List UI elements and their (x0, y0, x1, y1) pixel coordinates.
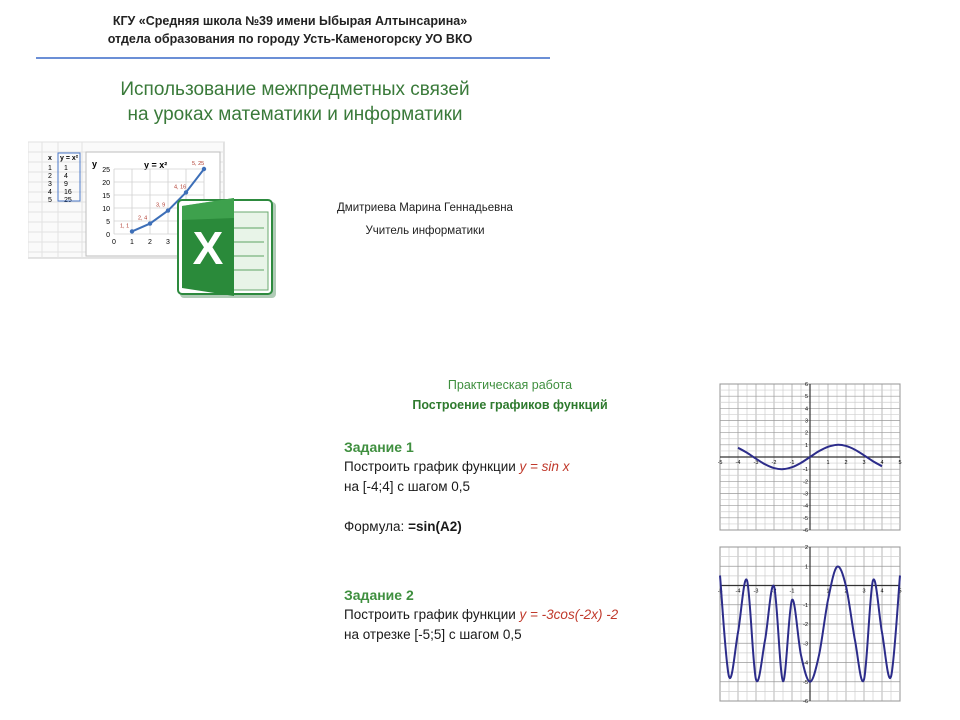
table-cell-x: 1 (48, 165, 52, 172)
excel-logo-icon (178, 198, 276, 298)
x-tick-label: -3 (753, 588, 759, 595)
mini-chart-ylabel: y (92, 159, 98, 169)
x-tick-label: 5 (898, 588, 902, 595)
x-tick-label: -5 (718, 588, 723, 595)
task-1-range: на [-4;4] с шагом 0,5 (344, 479, 471, 494)
task-1 (344, 437, 569, 537)
mini-x-tick: 2 (148, 239, 152, 246)
mini-point (148, 221, 152, 225)
mini-y-tick: 10 (102, 206, 110, 213)
school-line-2: отдела образования по городу Усть-Каменогорску УО ВКО (107, 32, 473, 46)
x-tick-label: -1 (789, 588, 795, 595)
y-tick-label: -3 (803, 641, 808, 648)
practical-title: Практическая работа (447, 378, 573, 392)
cos-graph (718, 545, 902, 703)
presentation-title (50, 77, 540, 127)
task-1-statement (344, 457, 569, 477)
x-tick-label: -3 (753, 460, 759, 466)
task-1-formula (344, 517, 569, 537)
task-2-text: Построить график функции (344, 607, 520, 622)
table-cell-x: 5 (48, 197, 52, 204)
x-tick-label: -1 (789, 460, 795, 466)
y-tick-label: 1 (804, 442, 808, 449)
mini-point (184, 190, 188, 194)
y-tick-label: 5 (804, 394, 808, 401)
title-line-1: Использование межпредметных связей (120, 79, 470, 100)
task-1-function: y = sin x (519, 459, 570, 474)
mini-point (130, 229, 134, 233)
svg-text:X: X (192, 222, 224, 274)
task-2-range: на отрезке [-5;5] с шагом 0,5 (344, 627, 522, 642)
y-tick-label: -6 (803, 528, 808, 532)
table-cell-x: 3 (48, 181, 52, 188)
mini-point (202, 167, 206, 171)
practical-subtitle: Построение графиков функций (412, 398, 608, 412)
x-tick-label: 2 (844, 460, 848, 466)
excel-illustration (28, 140, 288, 300)
title-line-2: на уроках математики и информатики (127, 104, 463, 125)
table-cell-y: 25 (64, 197, 72, 204)
author-role: Учитель информатики (365, 225, 485, 237)
x-tick-label: 4 (880, 460, 884, 466)
sin-graph (718, 382, 902, 532)
y-tick-label: 6 (804, 382, 808, 388)
y-tick-label: 3 (804, 418, 808, 425)
task-2 (344, 585, 618, 645)
mini-x-tick: 3 (166, 239, 170, 246)
x-tick-label: -2 (771, 460, 777, 466)
x-tick-label: 2 (844, 588, 848, 595)
formula-value: =sin(A2) (408, 519, 462, 534)
table-cell-y: 1 (64, 165, 68, 172)
mini-chart-title: y = x² (144, 160, 168, 170)
mini-point (166, 208, 170, 212)
table-cell-x: 4 (48, 189, 52, 196)
table-cell-y: 4 (64, 173, 68, 180)
x-tick-label: 3 (862, 588, 866, 595)
mini-point-label: 5, 25 (192, 161, 205, 167)
table-cell-x: 2 (48, 173, 52, 180)
mini-point-label: 1, 1 (120, 223, 130, 230)
author-block (300, 197, 550, 243)
mini-y-tick: 20 (102, 180, 110, 187)
mini-point-label: 4, 16 (174, 184, 187, 191)
mini-y-tick: 15 (102, 193, 110, 200)
y-tick-label: -2 (803, 479, 808, 486)
x-tick-label: -5 (718, 460, 723, 466)
author-name: Дмитриева Марина Геннадьевна (337, 202, 513, 214)
mini-x-tick: 0 (112, 239, 116, 246)
task-1-heading: Задание 1 (344, 439, 414, 455)
task-2-heading: Задание 2 (344, 587, 414, 603)
x-tick-label: -4 (735, 460, 741, 466)
mini-point-label: 3, 9 (156, 202, 166, 209)
school-header (70, 12, 510, 48)
y-tick-label: -5 (803, 515, 808, 522)
y-tick-label: -3 (803, 491, 808, 498)
y-tick-label: -1 (803, 467, 808, 474)
mini-x-tick: 1 (130, 239, 134, 246)
x-tick-label: -4 (735, 588, 741, 595)
task-1-text: Построить график функции (344, 459, 520, 474)
mini-y-tick: 25 (102, 167, 110, 174)
y-tick-label: -2 (803, 622, 808, 628)
table-cell-y: 16 (64, 189, 72, 196)
x-tick-label: 1 (826, 588, 830, 595)
task-2-function: y = -3cos(-2x) -2 (519, 607, 619, 622)
y-tick-label: -4 (803, 503, 808, 510)
y-tick-label: 1 (804, 564, 808, 571)
mini-point-label: 2, 4 (138, 215, 148, 222)
x-tick-label: 5 (898, 460, 902, 466)
table-cell-y: 9 (64, 181, 68, 188)
mini-y-tick: 5 (106, 219, 110, 226)
school-line-1: КГУ «Средняя школа №39 имени Ыбырая Алтынсарина» (112, 14, 468, 28)
y-tick-label: 2 (804, 545, 808, 551)
y-tick-label: 2 (804, 430, 808, 437)
table-header-x: x (48, 155, 52, 162)
y-tick-label: -1 (803, 602, 808, 609)
x-tick-label: 3 (862, 460, 866, 466)
x-tick-label: 1 (826, 460, 830, 466)
y-tick-label: -6 (803, 699, 808, 703)
task-2-statement (344, 605, 618, 625)
header-divider (36, 57, 550, 59)
mini-y-tick: 0 (106, 232, 110, 239)
x-tick-label: -2 (771, 588, 777, 595)
formula-label: Формула: (344, 519, 409, 534)
y-tick-label: -5 (803, 679, 808, 686)
table-header-y: y = x² (60, 155, 79, 162)
y-tick-label: -4 (803, 660, 808, 667)
x-tick-label: 4 (880, 588, 884, 595)
y-tick-label: 4 (804, 406, 808, 413)
